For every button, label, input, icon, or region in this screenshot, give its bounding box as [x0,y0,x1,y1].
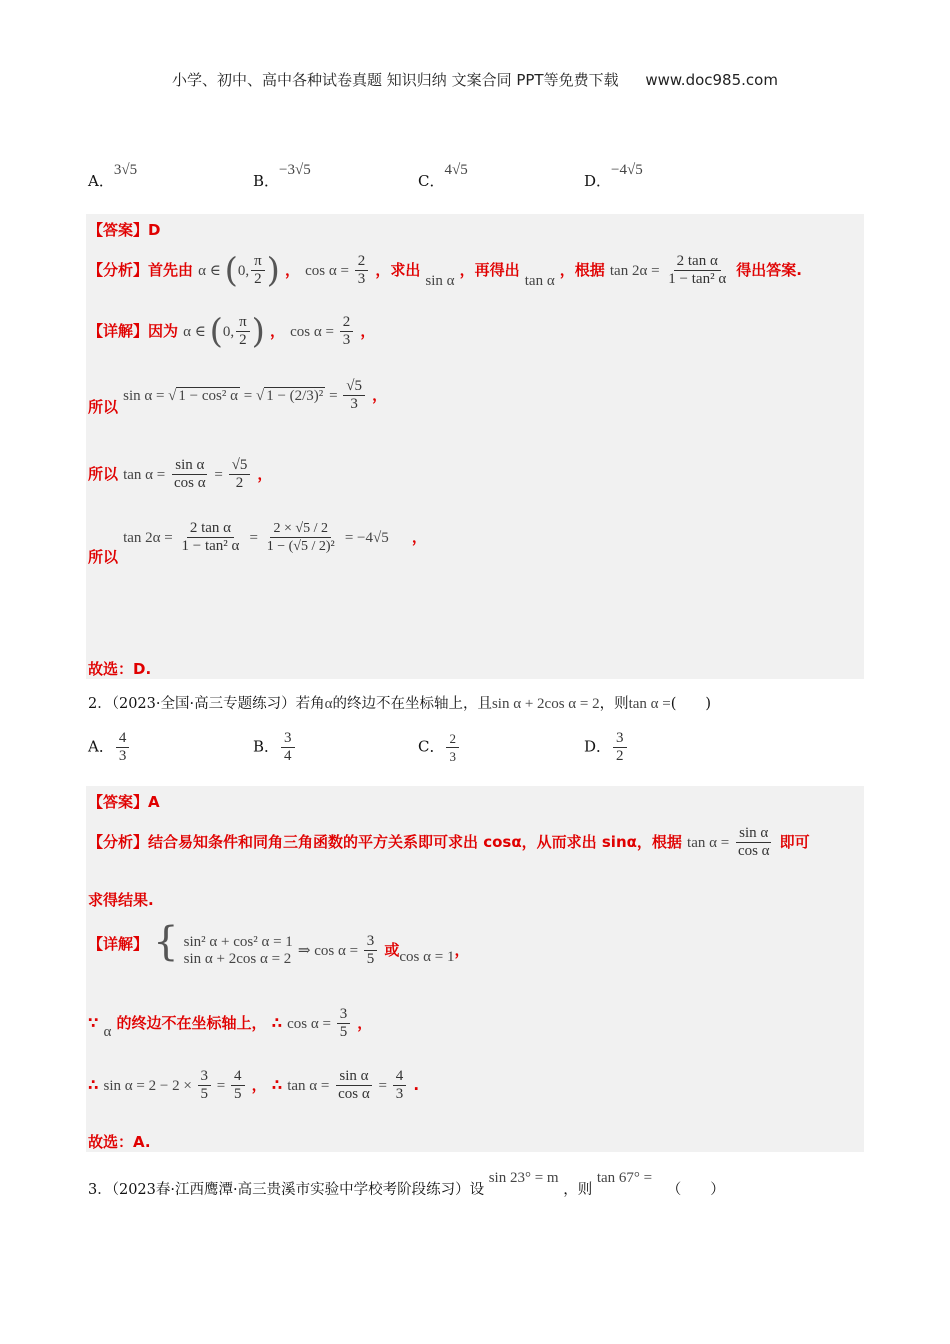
q2-therefore: ∴ sin α = 2 − 2 × $\frac{3}{5}$ = $\frac{4}{5}$ ， ∴ tan α = $\frac{\text{sin α}}{\text{cos α}}$ = $\frac{4}{3}$ . [88,1068,420,1102]
q1-choose: 故选：D. [88,660,152,678]
q1-option-b[interactable]: B．−3√5 [253,162,311,190]
q2-choose: 故选：A. [88,1133,151,1151]
q2-option-c[interactable]: C． $\frac{2}{3}$ [418,730,461,765]
q1-analysis: 【分析】首先由 α ∈ (0, $\frac{\pi}{2}$ ) ， cos α = $\frac{2}{3}$ ，求出 sin α ，再得出 tan α ，根据 tan 2α = $\frac{\text{2 tan α}}{\text{1 − tan² α}}$ 得出答案. [88,250,802,291]
q1-detail: 【详解】因为 α ∈ (0, $\frac{\pi}{2}$ ) ， cos α = $\frac{2}{3}$ ， [88,311,376,352]
q2-stem: 2．（2023·全国·高三专题练习）若角α的终边不在坐标轴上，且sin α + 2cos α = 2，则tan α =( ) [88,696,712,712]
q2-option-b[interactable]: B． $\frac{3}{4}$ [253,730,297,765]
q2-detail: 【详解】 { sin² α + cos² α = 1 sin α + 2cos α = 2 ⇒ cos α = $\frac{3}{5}$ 或cos α = 1， [88,919,470,967]
header-text: 小学、初中、高中各种试卷真题 知识归纳 文案合同 PPT等免费下载 [172,71,619,89]
q2-because: ∵ α 的终边不在坐标轴上， ∴ cos α = $\frac{3}{5}$ ， [88,1006,373,1040]
header-site-link[interactable]: www.doc985.com [645,71,778,89]
q3-stem: 3．（2023春·江西鹰潭·高三贵溪市实验中学校考阶段练习）设 sin 23° = m ，则 tan 67° = （ ） [88,1170,725,1198]
q1-answer: 【答案】D [88,221,161,239]
q2-option-d[interactable]: D． $\frac{3}{2}$ [584,730,629,765]
q2-analysis: 【分析】结合易知条件和同角三角函数的平方关系即可求出 cosα，从而求出 sinα，根据 tan α = $\frac{\text{sin α}}{\text{cos α}}$ 即可 [88,825,810,859]
q1-tan-step: 所以 tan α = $\frac{\text{sin α}}{\text{cos α}}$ = $\frac{√5}{2}$ ， [88,457,273,491]
q1-option-c[interactable]: C．4√5 [418,162,468,190]
page-header [0,69,950,90]
q1-sin-step: 所以 sin α = √ 1 − cos² α = √ 1 − (2/3)² = $\frac{√5}{3}$ ， [88,378,388,416]
q2-analysis-end: 求得结果. [88,891,154,909]
q1-option-d[interactable]: D．−4√5 [584,162,643,190]
q1-option-a[interactable]: A．3√5 [88,162,138,190]
q1-tan2a-step: 所以 tan 2α = $\frac{\text{2 tan α}}{\text{1 − tan² α}}$ = $\frac{2 \times √5 / 2}{\text{1 − (√5 / 2)²}}$ = −4√5 ， [88,520,427,566]
q2-option-a[interactable]: A． $\frac{4}{3}$ [88,730,131,765]
q2-answer: 【答案】A [88,793,160,811]
